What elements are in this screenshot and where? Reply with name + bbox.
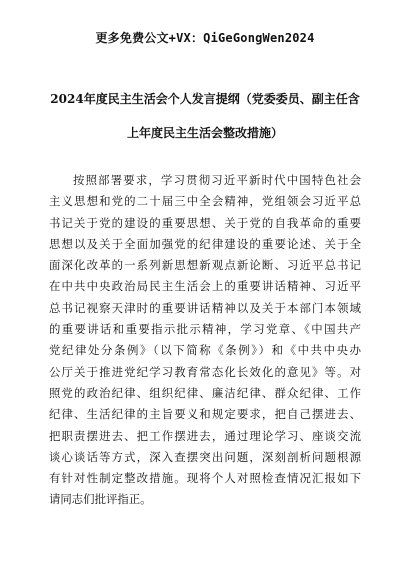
document-title-line-1: 2024年度民主生活会个人发言提纲（党委委员、副主任含	[50, 92, 360, 106]
body-line: 党纪律处分条例》（以下简称《条例》）和《中共中央办	[49, 343, 361, 358]
body-line: 面深化改革的一系列新思想新观点新论断、习近平总书记	[49, 258, 361, 273]
body-line: 总书记视察天津时的重要讲话精神以及关于本部门本领域	[49, 300, 361, 315]
body-paragraph	[49, 170, 361, 511]
body-line: 在中共中央政治局民主生活会上的重要讲话精神、习近平	[49, 279, 361, 294]
body-line: 主义思想和党的二十届三中全会精神，党组领会习近平总	[49, 194, 361, 209]
body-line: 公厅关于推进党纪学习教育常态化长效化的意见》等。对	[49, 364, 361, 379]
body-line: 请同志们批评指正。	[49, 492, 152, 507]
body-line: 把职责摆进去、把工作摆进去，通过理论学习、座谈交流	[49, 428, 361, 443]
body-line: 思想以及关于全面加强党的纪律建设的重要论述、关于全	[49, 236, 361, 251]
body-line: 照党的政治纪律、组织纪律、廉洁纪律、群众纪律、工作	[49, 385, 361, 400]
header-promo-text: 更多免费公文+VX：QiGeGongWen2024	[95, 31, 315, 45]
body-line: 纪律、生活纪律的主旨要义和规定要求，把自己摆进去、	[49, 407, 361, 422]
body-line: 按照部署要求，学习贯彻习近平新时代中国特色社会	[73, 173, 361, 187]
body-line: 谈心谈话等方式，深入查摆突出问题，深刻剖析问题根源	[49, 449, 361, 464]
body-line: 书记关于党的建设的重要思想、关于党的自我革命的重要	[49, 215, 361, 230]
body-line: 有针对性制定整改措施。现将个人对照检查情况汇报如下	[49, 471, 361, 486]
body-line: 的重要讲话和重要指示批示精神，学习党章、《中国共产	[49, 322, 361, 337]
document-title-line-2: 上年度民主生活会整改措施）	[126, 126, 283, 140]
